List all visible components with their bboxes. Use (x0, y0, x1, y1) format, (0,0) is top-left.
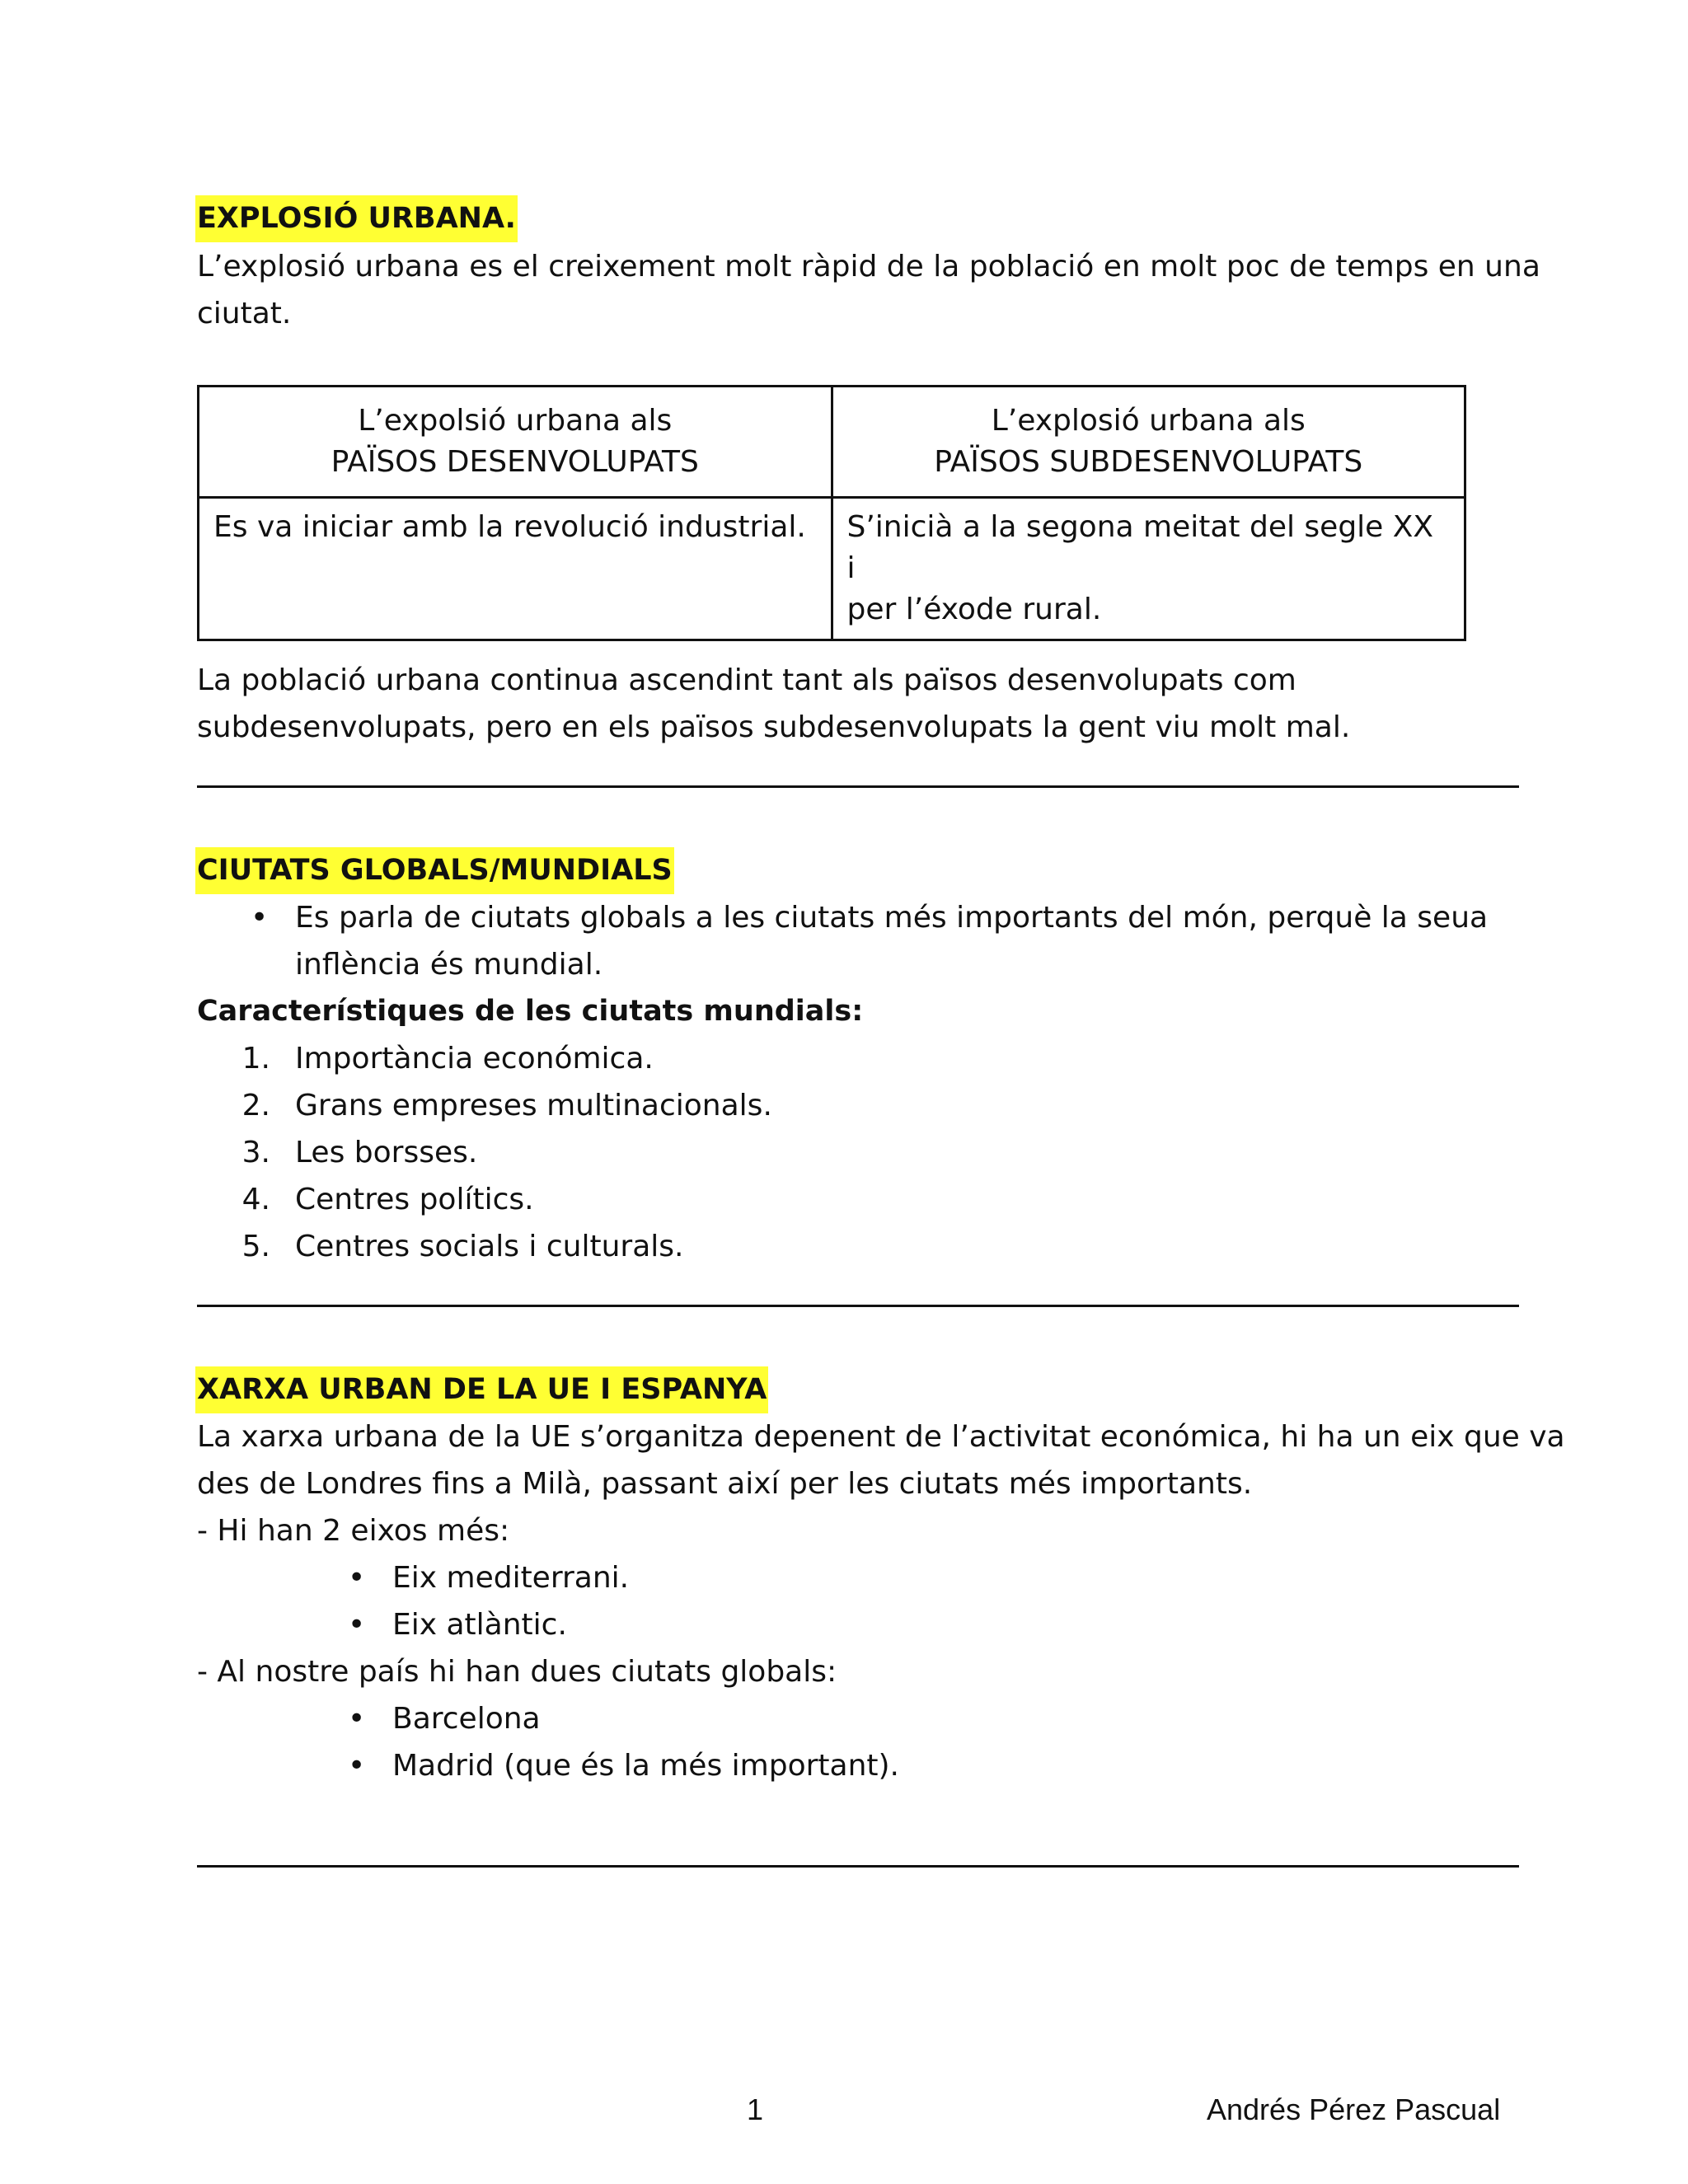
table-header-cell (832, 387, 1465, 498)
list-number: 5. (241, 1230, 270, 1263)
table-header-cell (199, 387, 832, 498)
list-item: Eix mediterrani. (392, 1561, 630, 1595)
comparison-table (197, 385, 1466, 641)
section-explosio-urbana (195, 195, 518, 242)
bullet-text: Es parla de ciutats globals a les ciutats més importants del món, perquè la seua (295, 901, 1489, 935)
page-number: 1 (747, 2093, 764, 2126)
section-heading: XARXA URBAN DE LA UE I ESPANYA (195, 1366, 768, 1413)
paragraph-line: L’explosió urbana es el creixement molt ràpid de la població en molt poc de temps en una (197, 250, 1540, 284)
bullet-icon: • (348, 1702, 366, 1736)
list-item: Centres polítics. (295, 1183, 534, 1216)
list-number: 4. (241, 1183, 270, 1216)
header-line: PAÏSOS DESENVOLUPATS (331, 445, 699, 479)
table-cell (832, 498, 1465, 640)
cell-text: S’inicià a la segona meitat del segle XX i (846, 510, 1434, 585)
cell-text: Es va iniciar amb la revolució industrial. (213, 510, 806, 544)
list-number: 1. (241, 1042, 270, 1076)
list-item: Grans empreses multinacionals. (295, 1089, 772, 1122)
bullet-icon: • (348, 1561, 366, 1595)
cell-text: per l’éxode rural. (846, 593, 1102, 626)
table-header-row (199, 387, 1465, 498)
author-name: Andrés Pérez Pascual (1207, 2093, 1501, 2126)
list-item: Importància económica. (295, 1042, 654, 1076)
list-item: Centres socials i culturals. (295, 1230, 684, 1263)
bullet-icon: • (348, 1608, 366, 1642)
list-intro: - Hi han 2 eixos més: (197, 1514, 510, 1548)
list-item: Les borsses. (295, 1136, 478, 1169)
divider (197, 785, 1519, 788)
paragraph-line: ciutat. (197, 297, 292, 330)
table-row (199, 498, 1465, 640)
subheading: Característiques de les ciutats mundials: (197, 995, 864, 1028)
section-heading: EXPLOSIÓ URBANA. (195, 195, 518, 242)
table-cell (199, 498, 832, 640)
paragraph-line: La xarxa urbana de la UE s’organitza depenent de l’activitat económica, hi ha un eix que va (197, 1420, 1565, 1454)
list-item: Madrid (que és la més important). (392, 1749, 899, 1783)
divider (197, 1865, 1519, 1868)
section-xarxa-urbana (195, 1366, 768, 1413)
section-heading: CIUTATS GLOBALS/MUNDIALS (195, 847, 674, 894)
bullet-icon: • (251, 901, 269, 935)
section-ciutats-globals (195, 847, 674, 894)
header-line: L’explosió urbana als (991, 404, 1306, 438)
divider (197, 1305, 1519, 1307)
list-item: Barcelona (392, 1702, 541, 1736)
paragraph-line: des de Londres fins a Milà, passant així per les ciutats més importants. (197, 1467, 1253, 1501)
list-intro: - Al nostre país hi han dues ciutats globals: (197, 1655, 837, 1689)
list-number: 3. (241, 1136, 270, 1169)
bullet-text: inflència és mundial. (295, 948, 603, 982)
header-line: L’expolsió urbana als (358, 404, 673, 438)
list-item: Eix atlàntic. (392, 1608, 567, 1642)
paragraph-line: subdesenvolupats, pero en els països subdesenvolupats la gent viu molt mal. (197, 710, 1351, 744)
list-number: 2. (241, 1089, 270, 1122)
paragraph-line: La població urbana continua ascendint tant als països desenvolupats com (197, 663, 1296, 697)
bullet-icon: • (348, 1749, 366, 1783)
header-line: PAÏSOS SUBDESENVOLUPATS (934, 445, 1363, 479)
